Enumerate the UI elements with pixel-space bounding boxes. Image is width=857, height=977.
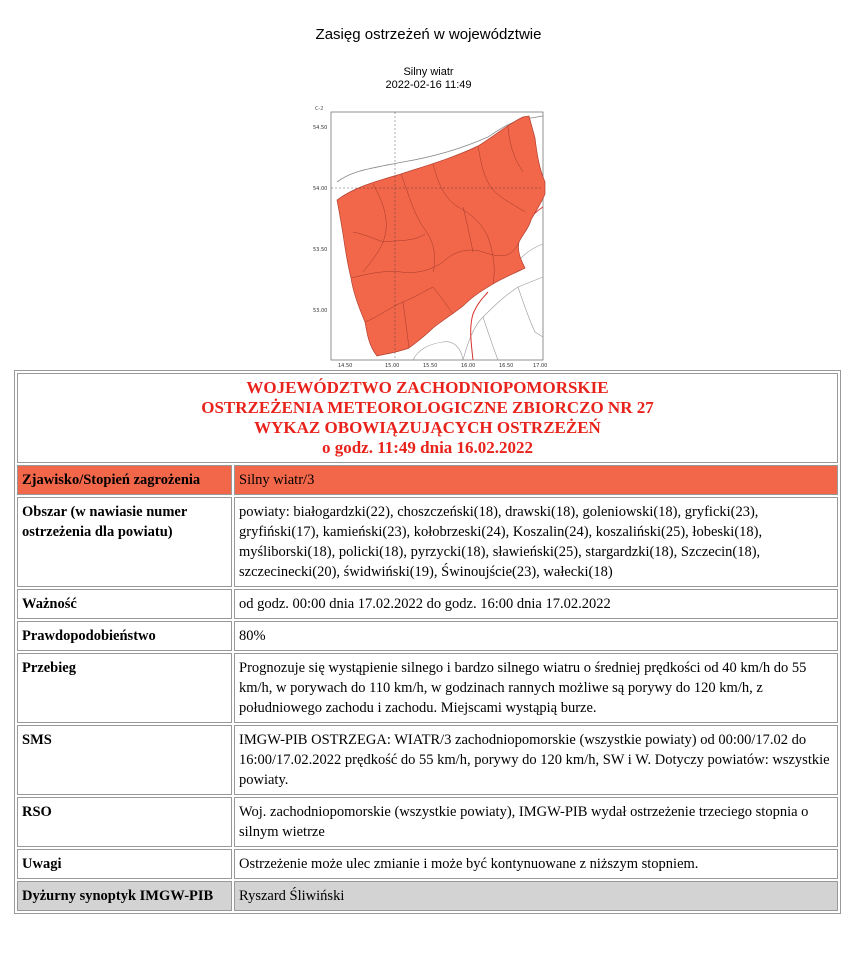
header-list-title: WYKAZ OBOWIĄZUJĄCYCH OSTRZEŻEŃ [254, 418, 601, 437]
table-row [17, 653, 838, 723]
table-row [17, 725, 838, 795]
lon-tick: 14.50 [338, 363, 353, 368]
warning-map [313, 102, 553, 368]
lon-tick: 15.50 [423, 363, 438, 368]
row-label: Dyżurny synoptyk IMGW-PIB [17, 881, 232, 911]
row-label: Ważność [17, 589, 232, 619]
table-row [17, 881, 838, 911]
row-value: od godz. 00:00 dnia 17.02.2022 do godz. 16:00 dnia 17.02.2022 [234, 589, 838, 619]
lat-tick: 53.50 [313, 247, 328, 253]
table-header [17, 373, 838, 463]
header-issue-time: o godz. 11:49 dnia 16.02.2022 [321, 438, 534, 457]
row-value: Silny wiatr/3 [234, 465, 838, 495]
map-caption [0, 66, 857, 92]
lat-tick: 54.50 [313, 125, 328, 131]
lon-tick: 15.00 [385, 363, 400, 368]
lat-tick: 54.00 [313, 186, 328, 192]
row-value: Prognozuje się wystąpienie silnego i bardzo silnego wiatru o średniej prędkości od 40 km/h do 55 km/h, w porywach do 110 km/h, w godzinach rannych możliwe są porywy do 120 km/h, z południowego zachodu i zachodu. Miejscami wystąpią burze. [234, 653, 838, 723]
lon-tick: 17.00 [533, 363, 548, 368]
header-voivodeship: WOJEWÓDZTWO ZACHODNIOPOMORSKIE [246, 378, 609, 397]
map-datetime: 2022-02-16 11:49 [385, 79, 472, 91]
row-label: RSO [17, 797, 232, 847]
table-row [17, 465, 838, 495]
row-value: Ostrzeżenie może ulec zmianie i może być kontynuowane z niższym stopniem. [234, 849, 838, 879]
table-row [17, 497, 838, 587]
row-value: 80% [234, 621, 838, 651]
row-label: Uwagi [17, 849, 232, 879]
map-phenomenon: Silny wiatr [403, 66, 454, 78]
row-value: Ryszard Śliwiński [234, 881, 838, 911]
page-title: Zasięg ostrzeżeń w województwie [315, 26, 542, 43]
lon-tick: 16.50 [499, 363, 514, 368]
table-row [17, 797, 838, 847]
row-label: SMS [17, 725, 232, 795]
lat-tick: 53.00 [313, 308, 328, 314]
row-label: Przebieg [17, 653, 232, 723]
row-label: Prawdopodobieństwo [17, 621, 232, 651]
lon-tick: 16.00 [461, 363, 476, 368]
row-label: Obszar (w nawiasie numer ostrzeżenia dla powiatu) [17, 497, 232, 587]
table-row [17, 849, 838, 879]
table-row [17, 621, 838, 651]
table-row [17, 589, 838, 619]
warnings-table [14, 370, 841, 914]
header-bulletin-number: OSTRZEŻENIA METEOROLOGICZNE ZBIORCZO NR 27 [201, 398, 654, 417]
row-label: Zjawisko/Stopień zagrożenia [17, 465, 232, 495]
row-value: Woj. zachodniopomorskie (wszystkie powiaty), IMGW-PIB wydał ostrzeżenie trzeciego stopnia o silnym wietrze [234, 797, 838, 847]
row-value: IMGW-PIB OSTRZEGA: WIATR/3 zachodniopomorskie (wszystkie powiaty) od 00:00/17.02 do 16:00/17.02.2022 prędkość do 55 km/h, porywy do 120 km/h, SW i W. Dotyczy powiatów: wszystkie powiaty. [234, 725, 838, 795]
row-value: powiaty: białogardzki(22), choszczeński(18), drawski(18), goleniowski(18), gryficki(23), gryfiński(17), kamieński(23), kołobrzeski(24), Koszalin(24), koszaliński(25), łobeski(18), myśliborski(18), policki(18), pyrzycki(18), sławieński(25), stargardzki(18), Szczecin(18), szczecinecki(20), świdwiński(19), Świnoujście(23), wałecki(18) [234, 497, 838, 587]
map-corner-label: C-2 [315, 106, 324, 112]
table-header-row [17, 373, 838, 463]
